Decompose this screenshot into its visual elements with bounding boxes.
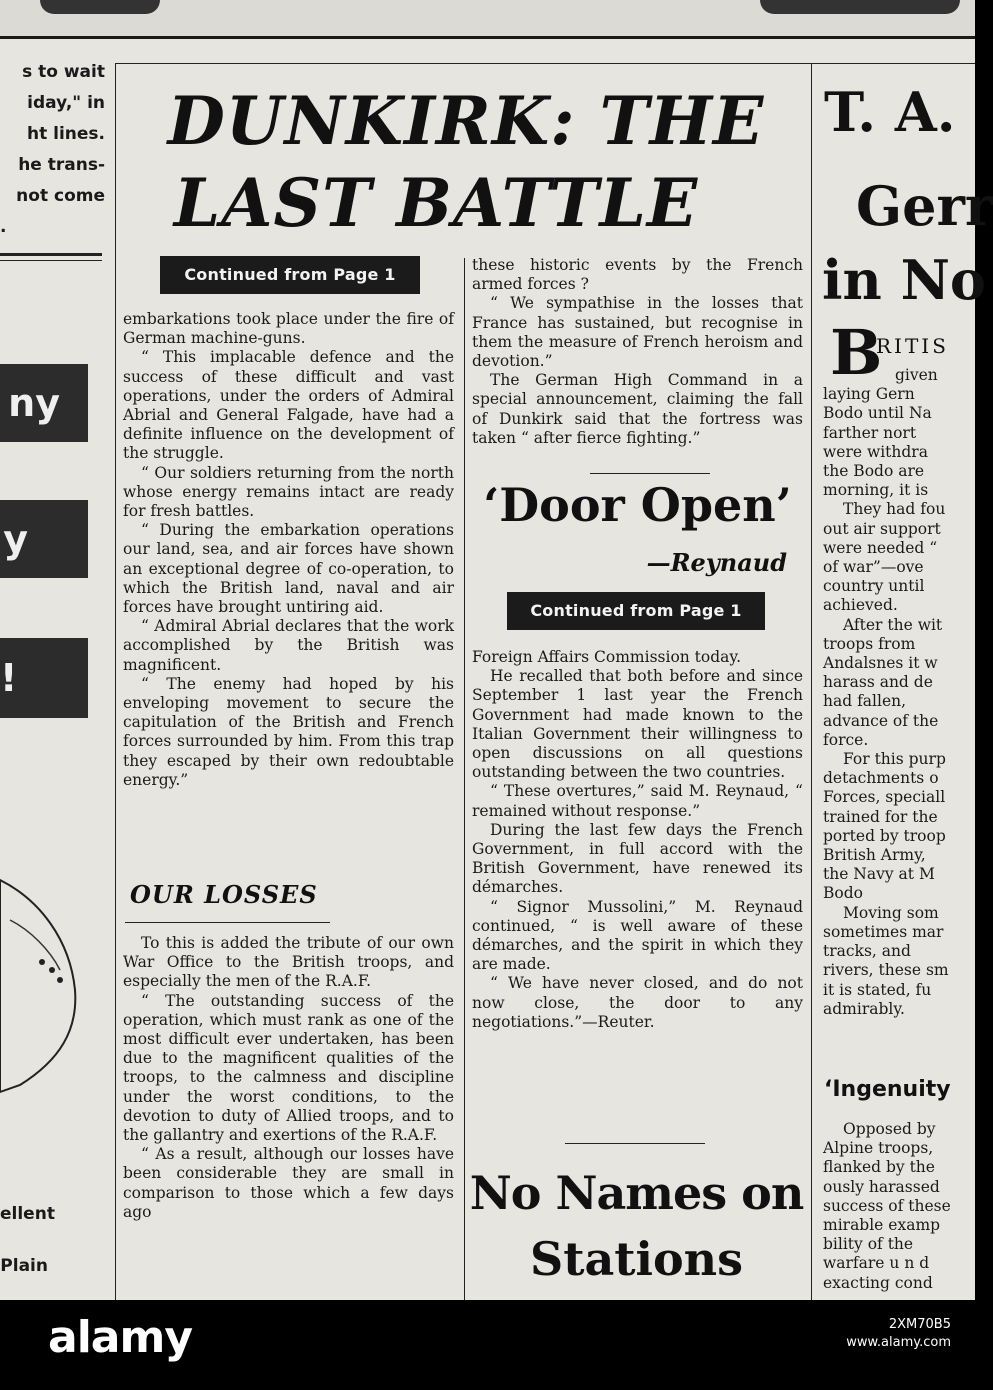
- ad-block-2: [0, 500, 88, 578]
- ad-block-3: [0, 638, 88, 718]
- article1-column2: [472, 256, 803, 448]
- text-line: Moving som: [843, 903, 939, 922]
- text-line: given: [895, 366, 938, 384]
- photo-fragment: [40, 0, 160, 14]
- ad-block-text: !: [0, 656, 18, 700]
- paragraph: “ We have never closed, and do not now close, the door to any negotiations.”—Reuter.: [472, 974, 803, 1031]
- ad-figure-dot: [57, 977, 63, 983]
- text-line: admirably.: [823, 999, 905, 1018]
- teaser-line: he trans-: [18, 155, 105, 175]
- text-line: sometimes mar: [823, 922, 944, 941]
- text-line: They had fou: [843, 500, 946, 519]
- paragraph: Foreign Affairs Commission today.: [472, 648, 742, 666]
- ta-headline: T. A.: [824, 80, 956, 144]
- text-line: ported by troop: [823, 826, 946, 845]
- text-line: country until: [823, 577, 925, 596]
- ad-text-line: Plain: [0, 1256, 48, 1276]
- text-line: advance of the: [823, 711, 939, 730]
- subhead-rule: [125, 922, 330, 923]
- text-line: the Bodo are: [823, 462, 925, 481]
- headline-line: No Names on: [469, 1166, 804, 1220]
- text-line: warfare u n d: [823, 1254, 930, 1273]
- text-line: rivers, these sm: [823, 961, 949, 980]
- paragraph: “ The outstanding success of the operation, which must rank as one of the most difficult ever undertaken, has been due to the magnificent qualities of the troops, to the calmness and discipline under the worst conditions, to the devotion to duty of Allied troops, and to the gallantry and exertions of the R.A.F.: [123, 991, 454, 1145]
- text-line: troops from: [823, 634, 916, 653]
- text-line: bility of the: [823, 1235, 914, 1254]
- article1-column1b: [123, 934, 454, 1222]
- paragraph: “ During the embarkation operations our land, sea, and air forces have shown an exceptional degree of co-operation, to which the British land, naval and air forces have brought untiring aid.: [123, 521, 454, 617]
- text-line: laying Gern: [823, 385, 915, 404]
- column-rule: [115, 63, 116, 1300]
- brand-logo: alamy: [48, 1312, 192, 1363]
- ad-figure-dot: [39, 959, 45, 965]
- paragraph: “ These overtures,” said M. Reynaud, “ remained without response.”: [472, 782, 803, 820]
- photo-fragment: [760, 0, 960, 14]
- paragraph: “ Our soldiers returning from the north whose energy remains intact are ready for fresh battles.: [123, 463, 454, 521]
- ad-figure-dot: [49, 967, 55, 973]
- paragraph: He recalled that both before and since September 1 last year the French Government had made known to the Italian Government their willingness to open discussions on all questions outstanding between the two countries.: [472, 667, 803, 782]
- teaser-line: not come: [16, 186, 105, 206]
- article4-body-b: [823, 1120, 983, 1293]
- continued-label: Continued from Page 1: [184, 265, 396, 284]
- article4-body: [823, 366, 983, 1019]
- text-line: farther nort: [823, 423, 917, 442]
- no-names-headline: [466, 1160, 807, 1292]
- column-rule: [464, 258, 465, 1300]
- text-line: British Army,: [823, 846, 926, 865]
- text-line: force.: [823, 730, 869, 749]
- continued-from-page-box-2: [507, 592, 765, 630]
- text-line: success of these: [823, 1196, 951, 1215]
- top-photo-strip: [0, 0, 975, 39]
- teaser-line: s to wait: [22, 62, 105, 82]
- headline-line: Stations: [529, 1232, 744, 1286]
- teaser-line: .: [0, 217, 7, 237]
- text-line: were withdra: [823, 442, 928, 461]
- text-line: it is stated, fu: [823, 980, 932, 999]
- short-rule: [590, 473, 710, 474]
- ingenuity-subhead: ‘Ingenuity: [824, 1077, 951, 1102]
- site-url: www.alamy.com: [846, 1335, 951, 1350]
- paragraph: “ We sympathise in the losses that France has sustained, but recognise in them the measure of French heroism and devotion.”: [472, 294, 803, 371]
- reynaud-byline: —Reynaud: [646, 548, 787, 577]
- text-line: harass and de: [823, 673, 933, 692]
- our-losses-subhead: OUR LOSSES: [130, 880, 318, 909]
- drop-cap: B: [830, 316, 883, 389]
- text-line: After the wit: [843, 615, 943, 634]
- text-line: Bodo until Na: [823, 404, 932, 423]
- text-line: flanked by the: [823, 1158, 935, 1177]
- text-line: ously harassed: [823, 1177, 940, 1196]
- text-line: Opposed by: [843, 1120, 936, 1138]
- dropcap-rest: RITIS: [876, 334, 949, 358]
- continued-label: Continued from Page 1: [530, 601, 742, 620]
- paragraph: To this is added the tribute of our own War Office to the British troops, and especially the men of the R.A.F.: [123, 934, 454, 991]
- paragraph: embarkations took place under the fire of German machine-guns.: [123, 310, 454, 348]
- ad-block-1: [0, 364, 88, 442]
- column-rule: [811, 63, 812, 1300]
- divider: [0, 260, 102, 261]
- text-line: trained for the: [823, 807, 938, 826]
- paragraph: “ This implacable defence and the success of these difficult and vast operations, under the orders of Admiral Abrial and General Falgade, have had a definite influence on the development of the struggle.: [123, 348, 454, 463]
- divider: [0, 253, 102, 256]
- text-line: Andalsnes it w: [823, 654, 938, 673]
- article2-body: [472, 648, 803, 1032]
- text-line: the Navy at M: [823, 865, 935, 884]
- ad-text-line: ellent: [0, 1204, 55, 1224]
- image-id: [846, 1316, 951, 1352]
- ta-headline: in No: [822, 248, 986, 312]
- text-line: achieved.: [823, 596, 898, 615]
- paragraph: “ Admiral Abrial declares that the work accomplished by the British was magnificent.: [123, 617, 454, 674]
- text-line: mirable examp: [823, 1216, 941, 1235]
- short-rule: [565, 1143, 705, 1144]
- teaser-line: iday," in: [27, 93, 105, 113]
- text-line: out air support: [823, 519, 941, 538]
- ad-block-text: ny: [8, 381, 60, 425]
- headline-line: DUNKIRK: THE: [167, 82, 765, 160]
- text-line: Bodo: [823, 884, 863, 903]
- text-line: Alpine troops,: [823, 1139, 934, 1158]
- text-line: tracks, and: [823, 942, 911, 961]
- text-line: morning, it is: [823, 481, 929, 500]
- text-line: Forces, speciall: [823, 788, 946, 807]
- paragraph: “ Signor Mussolini,” M. Reynaud continued, “ is well aware of these démarches, and the spirit in which they are made.: [472, 897, 803, 974]
- image-id-text: 2XM70B5: [888, 1317, 951, 1332]
- top-rule: [115, 63, 975, 64]
- text-line: exacting cond: [823, 1273, 933, 1292]
- door-open-headline: ‘Door Open’: [483, 478, 792, 532]
- ad-figure-outline: [0, 880, 75, 1092]
- paragraph: these historic events by the French armed forces ?: [472, 256, 803, 294]
- teaser-line: ht lines.: [26, 124, 105, 144]
- ta-headline: Gerr: [856, 174, 993, 238]
- ad-block-text: y: [3, 517, 28, 561]
- text-line: detachments o: [823, 769, 939, 788]
- paragraph: The German High Command in a special announcement, claiming the fall of Dunkirk said that the fortress was taken “ after fierce fighting.”: [472, 371, 803, 447]
- dunkirk-headline: [122, 80, 810, 244]
- headline-line: LAST BATTLE: [173, 164, 699, 242]
- text-line: For this purp: [843, 750, 946, 769]
- text-line: of war”—ove: [823, 558, 924, 577]
- text-line: were needed “: [823, 538, 938, 557]
- continued-from-page-box: [160, 256, 420, 294]
- paragraph: “ The enemy had hoped by his enveloping movement to secure the capitulation of the British and French forces surrounded by him. From this trap they escaped by their own redoubtable energy.”: [123, 674, 454, 789]
- paragraph: “ As a result, although our losses have been considerable they are small in comparison to those which a few days ago: [123, 1145, 454, 1221]
- paragraph: During the last few days the French Government, in full accord with the British Government, have renewed its démarches.: [472, 820, 803, 897]
- text-line: had fallen,: [823, 692, 907, 711]
- article1-column1: [123, 310, 454, 790]
- ad-illustration: [0, 860, 95, 1100]
